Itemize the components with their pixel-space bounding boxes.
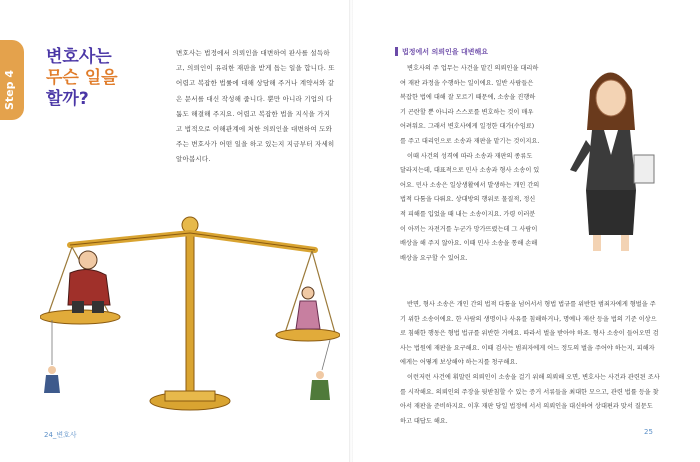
lawyer-illustration bbox=[550, 60, 670, 255]
page-number-left: 24_변호사 bbox=[44, 431, 77, 439]
intro-paragraph: 변호사는 법정에서 의뢰인을 대변하여 판사를 설득하고, 의뢰인이 유리한 재판을 받게 돕는 일을 합니다. 또 어렵고 복잡한 법률에 대해 상담해 주거나 계약서와 같은 문서를 대신 작성해 줍니다. 뿐만 아니라 기업의 다툼도 해결해 주지요. 어렵고 복잡한 법을 지식을 가지고 법적으로 이해관계에 처한 의뢰인을 대변하여 도와주는 변호사가 어떤 일을 하고 있는지 지금부터 자세히 알아봅시다. bbox=[176, 49, 335, 164]
paragraph-2: 이때 사건의 성격에 따라 소송과 재판의 종류도 달라지는데, 대표적으로 민사 소송과 형사 소송이 있어요. 민사 소송은 일상생활에서 발생하는 개인 간의 법적 다툼을 다뤄요. 상대방의 행위로 물질적, 정신적 피해를 입었을 때 내는 소송이지요. 가령 이러분이 아끼는 자전거를 누군가 망가뜨렸는데 그 사람이 배상을 해 주지 않아요. 이때 민사 소송을 통해 손해 배상을 요구할 수 있어요. bbox=[400, 152, 540, 262]
heading-bar bbox=[395, 47, 398, 56]
section-heading: 법정에서 의뢰인을 대변해요 bbox=[402, 48, 489, 56]
paragraph-1: 변호사의 주 업무는 사건을 맡긴 의뢰인을 대리하여 재판 과정을 수행하는 일이에요. 일반 사람들은 복잡한 법에 대해 잘 모르기 때문에, 소송을 진행하기 곤란할 뿐 아니라 스스로를 변호하는 것이 매우 어려워요. 그래서 변호사에게 일정한 대가(수임료)를 주고 대리인으로 소송과 재판을 맡기는 것이지요. bbox=[400, 65, 540, 145]
page-title bbox=[46, 47, 118, 110]
title-line-3: 할까? bbox=[46, 89, 89, 109]
step-label: Step 4 bbox=[3, 70, 16, 110]
page-number-right: 25 bbox=[644, 428, 653, 436]
paragraph-4: 이런저런 사건에 휘말린 의뢰인이 소송을 걸기 위해 의뢰해 오면, 변호사는 사건과 관련된 조사를 시작해요. 의뢰인의 주장을 뒷받침할 수 있는 증거 서류들을 최대한 모으고, 관련 법률 등을 찾아서 재판을 준비하지요. 이후 재판 당일 법정에 서서 의뢰인을 대신하여 상대편과 맞서 질문도 하고 대답도 해요. bbox=[400, 373, 660, 425]
title-line-2-text: 무슨 일을 bbox=[46, 68, 118, 88]
title-line-1: 변호사는 bbox=[46, 47, 112, 67]
body-column-bottom bbox=[400, 298, 660, 429]
body-column-top bbox=[400, 62, 540, 266]
page-gutter bbox=[349, 0, 353, 462]
title-line-2 bbox=[46, 68, 118, 89]
paragraph-3: 반면, 형사 소송은 개인 간의 법적 다툼을 넘어서서 형법 법규를 위반한 범죄자에게 형벌을 주기 위한 소송이에요. 한 사람의 생명이나 사유를 침해하거나, 명예나 재산 등을 법의 기준 이상으로 침해한 행동은 형법 법규를 위반한 거예요. 따라서 벌을 받아야 하죠. 형사 소송이 들어오면 검사는 법원에 재판을 요구해요. 이때 검사는 범죄자에게 어느 정도의 벌을 주어야 하는지, 피해자에게는 어떻게 보상해야 하는지를 청구해요. bbox=[400, 301, 659, 367]
scales-of-justice-illustration bbox=[40, 205, 340, 430]
